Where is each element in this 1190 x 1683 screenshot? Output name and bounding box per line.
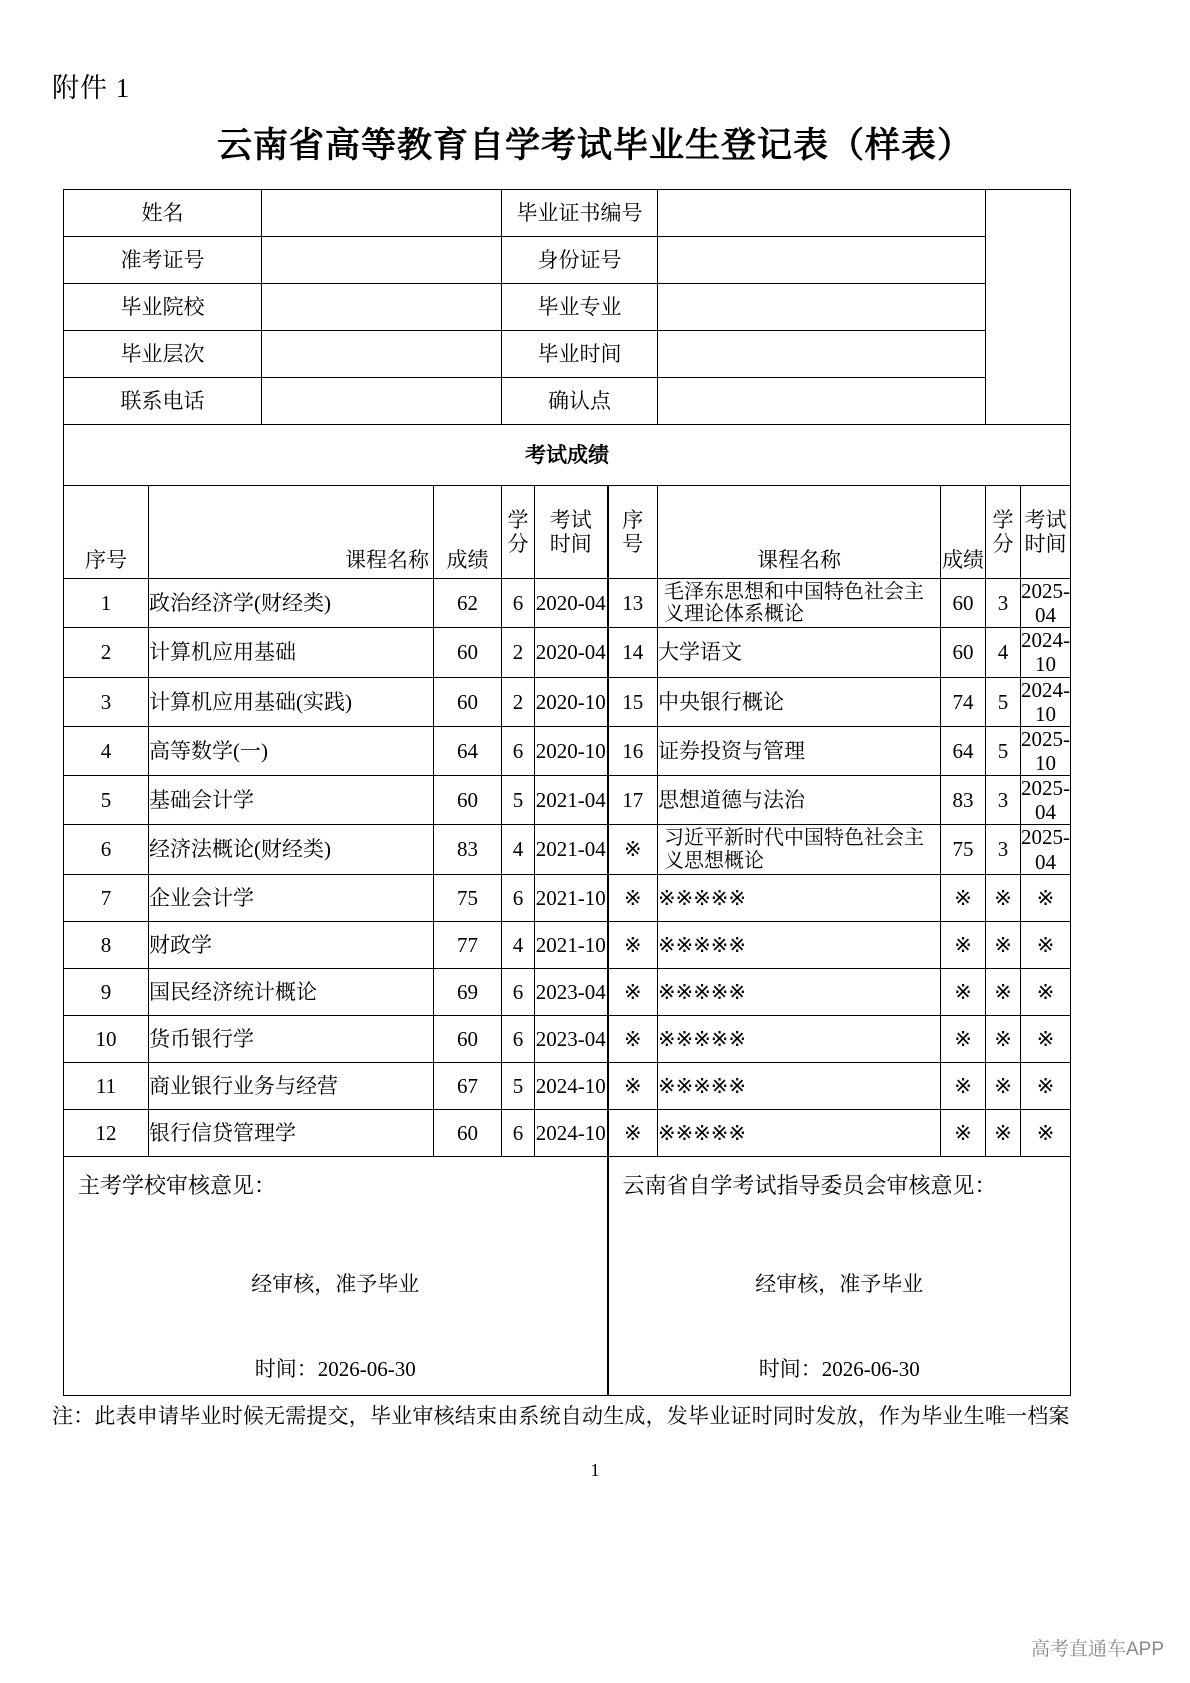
- score-value-right: 74: [941, 677, 986, 726]
- score-row: [64, 726, 1071, 775]
- score-course-left: 国民经济统计概论: [149, 968, 434, 1015]
- score-value-left: 62: [434, 579, 502, 628]
- header-examtime-right-line2: 时间: [1024, 532, 1067, 556]
- score-credit-left: 4: [502, 921, 535, 968]
- score-course-right: ※※※※※: [658, 968, 941, 1015]
- score-date-right: 2025-10: [1021, 726, 1071, 775]
- header-examtime-right: [1021, 486, 1071, 579]
- score-value-right: 75: [941, 825, 986, 874]
- score-credit-left: 4: [502, 825, 535, 874]
- page-title: 云南省高等教育自学考试毕业生登记表（样表）: [216, 126, 973, 165]
- score-course-right: ※※※※※: [658, 921, 941, 968]
- score-credit-left: 6: [502, 874, 535, 921]
- score-credit-left: 5: [502, 776, 535, 825]
- score-date-left: 2023-04: [535, 1015, 608, 1062]
- score-index-left: 9: [64, 968, 149, 1015]
- header-course-right: [658, 486, 941, 579]
- header-index-right-line1: 序: [622, 507, 644, 532]
- scores-body: [64, 579, 1071, 1157]
- score-credit-right: 3: [986, 825, 1021, 874]
- score-date-left: 2024-10: [535, 1109, 608, 1156]
- header-index-right-stack: [609, 486, 658, 578]
- scores-section-title: 考试成绩: [64, 425, 1071, 486]
- score-value-left: 69: [434, 968, 502, 1015]
- header-index-left-text: 序号: [85, 547, 127, 572]
- score-credit-right: ※: [986, 921, 1021, 968]
- score-value-right: ※: [941, 1109, 986, 1156]
- score-course-left: 货币银行学: [149, 1015, 434, 1062]
- score-row: [64, 968, 1071, 1015]
- score-date-right: 2025-04: [1021, 579, 1071, 628]
- info-value-id-no[interactable]: [658, 237, 986, 284]
- committee-opinion-title: 云南省自学考试指导委员会审核意见：: [622, 1172, 997, 1198]
- info-value-certificate-no[interactable]: [658, 190, 986, 237]
- registration-form-table: [63, 189, 1070, 1396]
- score-value-left: 60: [434, 776, 502, 825]
- info-value-phone[interactable]: [262, 378, 502, 425]
- info-label-id-no: 身份证号: [502, 237, 658, 284]
- score-date-left: 2020-04: [535, 628, 608, 677]
- score-course-left: 基础会计学: [149, 776, 434, 825]
- score-course-left: 商业银行业务与经营: [149, 1062, 434, 1109]
- scores-header-row: [64, 486, 1071, 579]
- score-index-right: ※: [608, 968, 658, 1015]
- score-index-right: 17: [608, 776, 658, 825]
- score-credit-right: 3: [986, 579, 1021, 628]
- score-course-right: ※※※※※: [658, 1062, 941, 1109]
- score-course-left: 政治经济学(财经类): [149, 579, 434, 628]
- header-credit-left: [502, 486, 535, 579]
- score-date-left: 2020-10: [535, 677, 608, 726]
- score-index-left: 3: [64, 677, 149, 726]
- score-course-right: ※※※※※: [658, 1015, 941, 1062]
- score-index-left: 6: [64, 825, 149, 874]
- score-course-right: 大学语文: [658, 628, 941, 677]
- score-credit-left: 6: [502, 1015, 535, 1062]
- score-course-left: 计算机应用基础(实践): [149, 677, 434, 726]
- score-credit-left: 6: [502, 579, 535, 628]
- header-examtime-right-stack: [1021, 486, 1070, 578]
- score-index-right: 16: [608, 726, 658, 775]
- score-credit-right: ※: [986, 874, 1021, 921]
- score-credit-right: 5: [986, 677, 1021, 726]
- score-date-right: 2025-04: [1021, 825, 1071, 874]
- header-score-right-text: 成绩: [942, 547, 985, 572]
- score-row: [64, 1109, 1071, 1156]
- committee-opinion-body: 经审核，准予毕业: [755, 1271, 924, 1296]
- header-course-right-text: 课程名称: [757, 547, 842, 572]
- opinions-block: [64, 1156, 1071, 1395]
- info-label-school: 毕业院校: [64, 284, 262, 331]
- score-course-right: ※※※※※: [658, 874, 941, 921]
- score-credit-right: ※: [986, 1015, 1021, 1062]
- score-course-right: 思想道德与法治: [658, 776, 941, 825]
- score-value-right: ※: [941, 1015, 986, 1062]
- score-row: [64, 628, 1071, 677]
- info-row: [64, 237, 1071, 284]
- attachment-label: 附件 1: [52, 73, 131, 103]
- info-row: [64, 284, 1071, 331]
- score-course-left: 高等数学(一): [149, 726, 434, 775]
- score-date-right: 2024-10: [1021, 677, 1071, 726]
- score-credit-right: 4: [986, 628, 1021, 677]
- score-course-left: 经济法概论(财经类): [149, 825, 434, 874]
- score-value-left: 60: [434, 1109, 502, 1156]
- header-credit-right: [986, 486, 1021, 579]
- score-index-left: 2: [64, 628, 149, 677]
- info-label-certificate-no: 毕业证书编号: [502, 190, 658, 237]
- score-value-left: 60: [434, 1015, 502, 1062]
- header-course-left: [149, 486, 434, 579]
- info-value-level[interactable]: [262, 331, 502, 378]
- score-index-left: 8: [64, 921, 149, 968]
- header-index-right-line2: 号: [622, 532, 644, 556]
- info-label-name: 姓名: [64, 190, 262, 237]
- score-value-right: 64: [941, 726, 986, 775]
- score-index-left: 5: [64, 776, 149, 825]
- header-credit-right-line2: 分: [992, 532, 1014, 556]
- score-credit-left: 2: [502, 628, 535, 677]
- score-index-left: 1: [64, 579, 149, 628]
- footer-note: 注：此表申请毕业时候无需提交，毕业审核结束由系统自动生成，发毕业证时同时发放，作为毕业生唯一档案: [52, 1404, 1070, 1428]
- score-index-left: 7: [64, 874, 149, 921]
- score-index-right: ※: [608, 825, 658, 874]
- score-value-right: 60: [941, 628, 986, 677]
- score-date-right: 2025-04: [1021, 776, 1071, 825]
- score-course-left: 企业会计学: [149, 874, 434, 921]
- score-date-left: 2021-04: [535, 776, 608, 825]
- header-score-right: [941, 486, 986, 579]
- score-value-left: 64: [434, 726, 502, 775]
- score-date-right: ※: [1021, 874, 1071, 921]
- info-label-major: 毕业专业: [502, 284, 658, 331]
- score-value-left: 60: [434, 628, 502, 677]
- score-course-left: 银行信贷管理学: [149, 1109, 434, 1156]
- score-index-left: 10: [64, 1015, 149, 1062]
- info-label-confirm-point: 确认点: [502, 378, 658, 425]
- score-index-left: 11: [64, 1062, 149, 1109]
- header-index-right: [608, 486, 658, 579]
- score-credit-right: 3: [986, 776, 1021, 825]
- score-index-left: 4: [64, 726, 149, 775]
- header-credit-right-stack: [986, 486, 1020, 578]
- score-index-right: ※: [608, 1062, 658, 1109]
- info-block: [64, 190, 1071, 425]
- header-index-left: [64, 486, 149, 579]
- header-course-left-text: 课程名称: [345, 547, 429, 572]
- score-row: [64, 1015, 1071, 1062]
- score-credit-left: 6: [502, 968, 535, 1015]
- score-date-left: 2021-04: [535, 825, 608, 874]
- photo-placeholder[interactable]: [986, 190, 1071, 425]
- score-course-right: ※※※※※: [658, 1109, 941, 1156]
- score-index-right: ※: [608, 921, 658, 968]
- score-value-left: 83: [434, 825, 502, 874]
- header-examtime-left-stack: [535, 486, 607, 578]
- score-course-right: 习近平新时代中国特色社会主义思想概论: [658, 825, 941, 874]
- info-row: [64, 378, 1071, 425]
- score-credit-right: ※: [986, 1062, 1021, 1109]
- score-row: [64, 677, 1071, 726]
- info-value-school[interactable]: [262, 284, 502, 331]
- score-date-left: 2021-10: [535, 921, 608, 968]
- score-course-right: 毛泽东思想和中国特色社会主义理论体系概论: [658, 579, 941, 628]
- info-value-name[interactable]: [262, 190, 502, 237]
- score-date-left: 2023-04: [535, 968, 608, 1015]
- score-index-right: 13: [608, 579, 658, 628]
- score-date-right: ※: [1021, 921, 1071, 968]
- header-credit-right-line1: 学: [992, 507, 1014, 532]
- score-credit-right: ※: [986, 968, 1021, 1015]
- header-score-left: [434, 486, 502, 579]
- score-row: [64, 1062, 1071, 1109]
- school-opinion-body: 经审核，准予毕业: [251, 1271, 420, 1296]
- score-row: [64, 874, 1071, 921]
- score-course-left: 计算机应用基础: [149, 628, 434, 677]
- info-value-grad-time[interactable]: [658, 331, 986, 378]
- score-credit-right: 5: [986, 726, 1021, 775]
- score-credit-left: 6: [502, 726, 535, 775]
- info-value-major[interactable]: [658, 284, 986, 331]
- score-credit-left: 5: [502, 1062, 535, 1109]
- score-value-right: ※: [941, 874, 986, 921]
- score-index-left: 12: [64, 1109, 149, 1156]
- score-value-left: 67: [434, 1062, 502, 1109]
- committee-opinion-date: 时间：2026-06-30: [758, 1356, 920, 1381]
- info-label-exam-no: 准考证号: [64, 237, 262, 284]
- score-course-right: 证券投资与管理: [658, 726, 941, 775]
- score-value-right: ※: [941, 968, 986, 1015]
- info-row: [64, 190, 1071, 237]
- score-index-right: ※: [608, 1109, 658, 1156]
- score-course-left: 财政学: [149, 921, 434, 968]
- info-value-exam-no[interactable]: [262, 237, 502, 284]
- score-row: [64, 776, 1071, 825]
- page-number: 1: [590, 1460, 600, 1480]
- info-label-grad-time: 毕业时间: [502, 331, 658, 378]
- school-opinion-cell[interactable]: [64, 1156, 608, 1395]
- info-value-confirm-point[interactable]: [658, 378, 986, 425]
- score-row: [64, 579, 1071, 628]
- score-index-right: 14: [608, 628, 658, 677]
- score-value-left: 75: [434, 874, 502, 921]
- score-date-left: 2020-04: [535, 579, 608, 628]
- header-credit-left-line2: 分: [507, 532, 529, 556]
- info-label-phone: 联系电话: [64, 378, 262, 425]
- score-value-left: 77: [434, 921, 502, 968]
- committee-opinion-cell[interactable]: [608, 1156, 1071, 1395]
- score-date-right: ※: [1021, 1015, 1071, 1062]
- score-value-right: 60: [941, 579, 986, 628]
- score-value-right: 83: [941, 776, 986, 825]
- score-date-right: ※: [1021, 1062, 1071, 1109]
- watermark-label: 高考直通车APP: [1030, 1639, 1164, 1660]
- scores-section: [64, 425, 1071, 579]
- opinions-row: [64, 1156, 1071, 1395]
- info-row: [64, 331, 1071, 378]
- score-value-right: ※: [941, 921, 986, 968]
- score-date-right: ※: [1021, 968, 1071, 1015]
- header-examtime-left-line2: 时间: [549, 532, 592, 556]
- score-credit-left: 2: [502, 677, 535, 726]
- header-examtime-left-line1: 考试: [549, 507, 592, 532]
- header-score-left-text: 成绩: [446, 547, 489, 572]
- score-date-right: ※: [1021, 1109, 1071, 1156]
- school-opinion-title: 主考学校审核意见：: [78, 1172, 277, 1198]
- score-index-right: ※: [608, 874, 658, 921]
- score-course-right: 中央银行概论: [658, 677, 941, 726]
- header-credit-left-stack: [502, 486, 534, 578]
- score-credit-right: ※: [986, 1109, 1021, 1156]
- scores-section-title-row: [64, 425, 1071, 486]
- header-examtime-right-line1: 考试: [1024, 507, 1067, 532]
- score-credit-left: 6: [502, 1109, 535, 1156]
- school-opinion-date: 时间：2026-06-30: [254, 1356, 416, 1381]
- score-date-left: 2024-10: [535, 1062, 608, 1109]
- score-index-right: 15: [608, 677, 658, 726]
- header-examtime-left: [535, 486, 608, 579]
- score-date-right: 2024-10: [1021, 628, 1071, 677]
- header-credit-left-line1: 学: [507, 507, 529, 532]
- score-date-left: 2021-10: [535, 874, 608, 921]
- score-index-right: ※: [608, 1015, 658, 1062]
- info-label-level: 毕业层次: [64, 331, 262, 378]
- score-date-left: 2020-10: [535, 726, 608, 775]
- score-row: [64, 825, 1071, 874]
- score-row: [64, 921, 1071, 968]
- score-value-left: 60: [434, 677, 502, 726]
- score-value-right: ※: [941, 1062, 986, 1109]
